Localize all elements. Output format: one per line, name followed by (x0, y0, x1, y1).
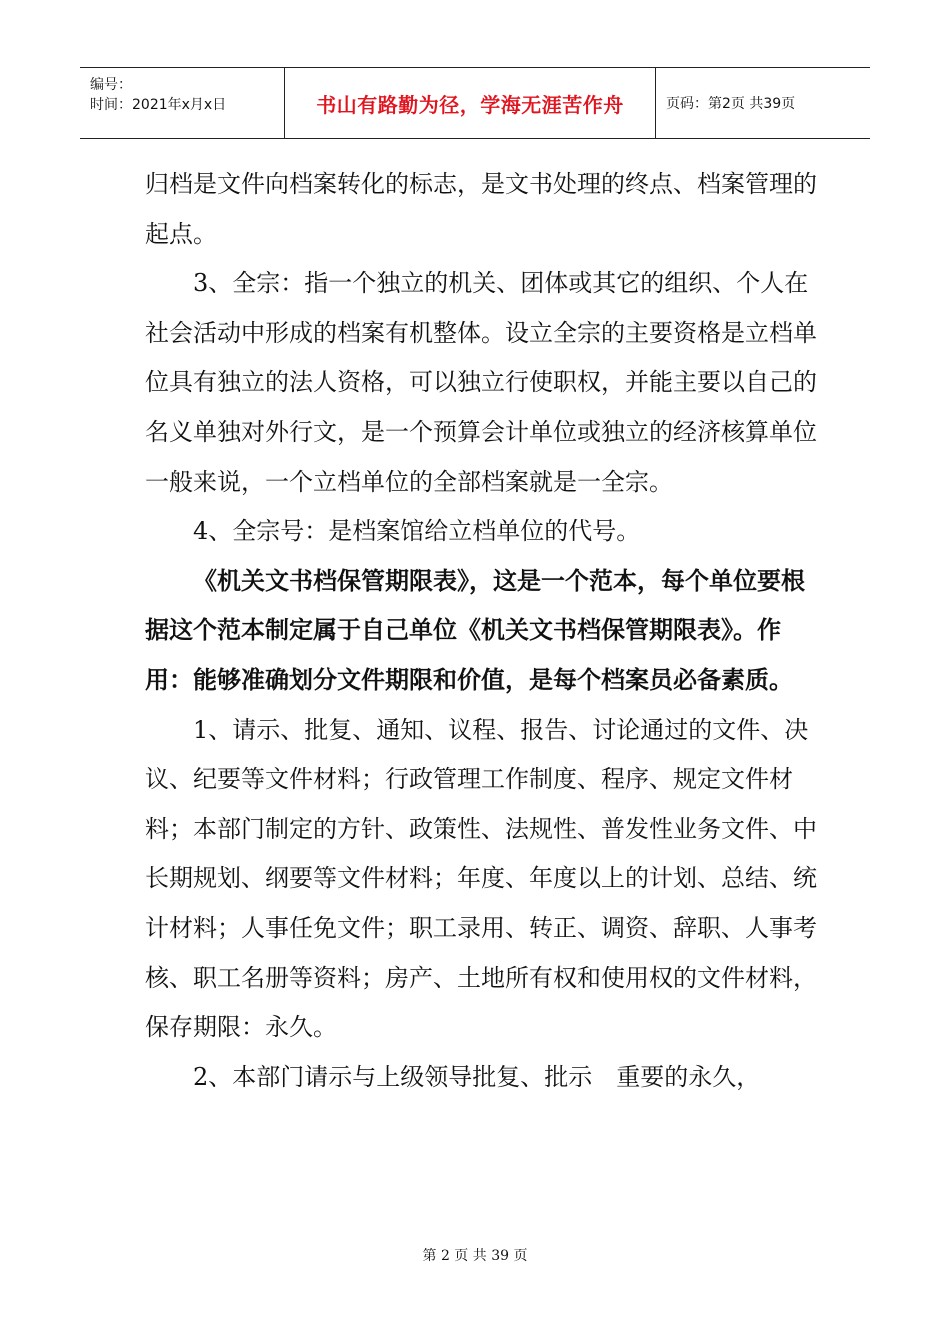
page-footer: 第 2 页 共 39 页 (422, 1248, 528, 1264)
body-paragraph-6: 2、本部门请示与上级领导批复、批示 重要的永久， (193, 1062, 761, 1091)
body-paragraph-1: 归档是文件向档案转化的标志，是文书处理的终点、档案管理的起点。 (145, 170, 817, 248)
header-page-info-cell (656, 68, 870, 138)
document-date-label: 时间：2021年x月x日 (90, 97, 227, 113)
body-paragraph-4-bold: 《机关文书档保管期限表》，这是一个范本，每个单位要根据这个范本制定属于自己单位《机关文书档保管期限表》。作用：能够准确划分文件期限和价值，是每个档案员必备素质。 (145, 566, 805, 694)
body-paragraph-5: 1、请示、批复、通知、议程、报告、讨论通过的文件、决议、纪要等文件材料；行政管理工作制度、程序、规定文件材料；本部门制定的方针、政策性、法规性、普发性业务文件、中长期规划、纲要等文件材料；年度、年度以上的计划、总结、统计材料；人事任免文件；职工录用、转正、调资、辞职、人事考核、职工名册等资料；房产、土地所有权和使用权的文件材料，保存期限：永久。 (145, 715, 817, 1042)
header-motto-cell (285, 68, 656, 138)
header-meta-cell (80, 68, 285, 138)
page-header (80, 67, 870, 139)
header-page-info: 页码：第2页 共39页 (666, 96, 796, 112)
body-paragraph-2: 3、全宗：指一个独立的机关、团体或其它的组织、个人在社会活动中形成的档案有机整体。设立全宗的主要资格是立档单位具有独立的法人资格，可以独立行使职权，并能主要以自己的名义单独对外行文，是一个预算会计单位或独立的经济核算单位一般来说，一个立档单位的全部档案就是一全宗。 (145, 269, 817, 496)
body-paragraph-3: 4、全宗号：是档案馆给立档单位的代号。 (193, 517, 641, 546)
document-body (145, 160, 825, 1102)
header-motto: 书山有路勤为径，学海无涯苦作舟 (316, 92, 624, 117)
document-number-label: 编号： (90, 77, 132, 93)
